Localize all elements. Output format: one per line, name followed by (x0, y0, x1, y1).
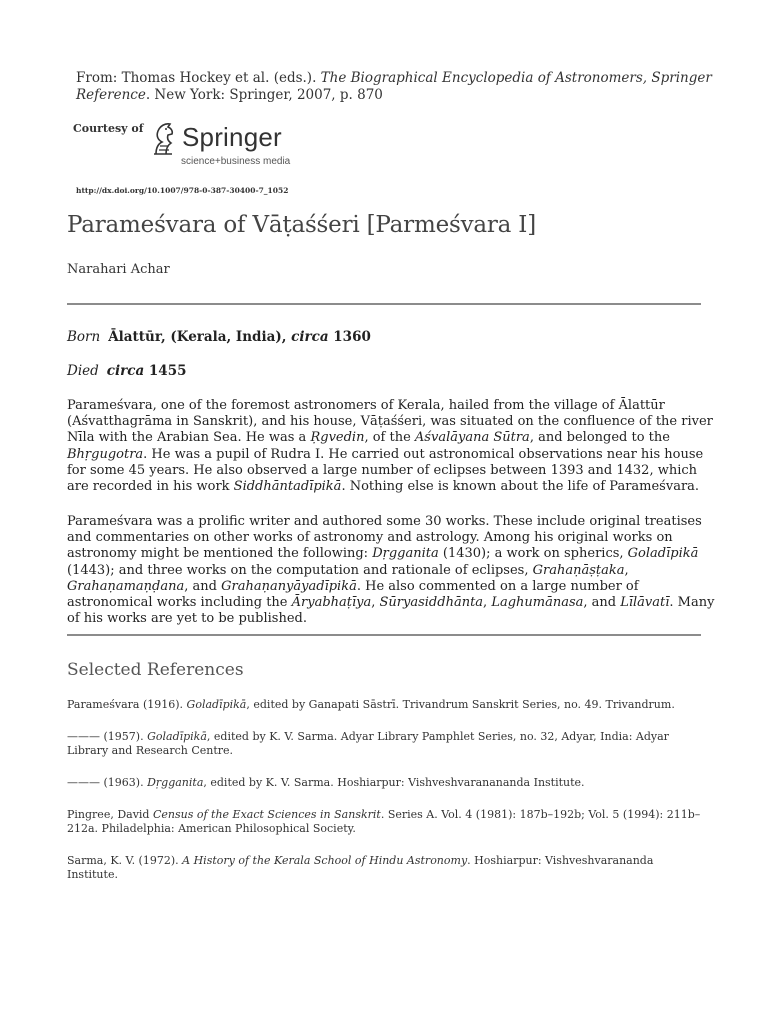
born-circa: circa (291, 329, 329, 345)
ref1-title: Goladīpikā (186, 698, 247, 711)
page-title: Parameśvara of Vāṭaśśeri [Parmeśvara I] (67, 212, 536, 238)
para2-text-b: (1430); a work on spherics, (438, 546, 628, 562)
died-circa: circa (106, 363, 145, 379)
biography-paragraph-1 (67, 398, 717, 495)
para1-italic-d: Siddhāntadīpikā (233, 479, 342, 495)
biography-paragraph-2 (67, 514, 717, 627)
died-fact (67, 363, 187, 379)
born-fact (67, 329, 371, 345)
reference-item (67, 698, 707, 712)
reference-item (67, 854, 707, 882)
source-prefix: From: Thomas Hockey et al. (eds.). (76, 70, 321, 86)
para2-italic-e: Grahaṇanyāyadīpikā (221, 578, 357, 594)
born-value (108, 329, 371, 345)
ref2-details: , edited by K. V. Sarma. Adyar Library Pamphlet Series, no. 32, Adyar, India: Adyar Library and Research Centre. (67, 730, 669, 757)
born-label: Born (67, 329, 101, 345)
ref1-author: Parameśvara (1916). (67, 698, 187, 711)
doi-link[interactable]: http://dx.doi.org/10.1007/978-0-387-30400-7_1052 (76, 186, 289, 195)
courtesy-label: Courtesy of (73, 122, 144, 135)
ref5-title: A History of the Kerala School of Hindu Astronomy (182, 854, 468, 867)
reference-item (67, 730, 707, 758)
source-suffix: . New York: Springer, 2007, p. 870 (145, 87, 383, 103)
died-label: Died (67, 363, 99, 379)
ref4-author: Pingree, David (67, 808, 153, 821)
springer-brand: Springer (182, 122, 282, 152)
ref2-author: ——— (1957). (67, 730, 148, 743)
para2-text-h: , (483, 595, 492, 611)
source-book-title: The Biographical Encyclopedia of Astronomers, Springer Reference (76, 70, 712, 103)
springer-horse-icon (146, 118, 180, 158)
divider-bottom (67, 634, 701, 636)
born-place: Ālattūr, (Kerala, India), (108, 329, 292, 345)
died-year: 1455 (144, 363, 187, 379)
ref1-details: , edited by Ganapati Sāstrī. Trivandrum Sanskrit Series, no. 49. Trivandrum. (246, 698, 675, 711)
para2-text-c: (1443); and three works on the computation and rationale of eclipses, (67, 562, 533, 578)
para2-italic-g: Sūryasiddhānta (379, 595, 484, 611)
springer-tagline: science+business media (181, 156, 291, 167)
para1-italic-a: Ṛgvedin (310, 430, 365, 446)
ref3-title: Dṛgganita (147, 776, 204, 789)
para2-text-a: Parameśvara was a prolific writer and authored some 30 works. These include original treatises and commentaries on other works of astronomy and astrology. Among his original works on astronomy might be mentioned the following: (67, 514, 702, 562)
para2-italic-f: Āryabhaṭīya (291, 595, 372, 611)
ref3-author: ——— (1963). (67, 776, 148, 789)
born-year: 1360 (328, 329, 371, 345)
para2-italic-b: Goladīpikā (627, 546, 699, 562)
para2-italic-c: Grahaṇāṣṭaka (532, 562, 625, 578)
ref2-title: Goladīpikā (147, 730, 207, 743)
para2-text-f: . He also commented on a large number of astronomical works including the (67, 578, 639, 611)
ref5-details: . Hoshiarpur: Vishveshvarananda Institute. (67, 854, 654, 881)
para2-text-d: , (624, 562, 629, 578)
ref4-details: . Series A. Vol. 4 (1981): 187b–192b; Vol. 5 (1994): 211b–212a. Philadelphia: American Philosophical Society. (67, 808, 701, 835)
references-list (67, 698, 707, 882)
para2-text-i: , and (583, 595, 621, 611)
para1-text-a: Parameśvara, one of the foremost astronomers of Kerala, hailed from the village of Ālattūr (Aśvatthagrāma in Sanskrit), and his house, Vāṭaśśeri, was situated on the confluence of the river Nīla with the Arabian Sea. He was a (67, 398, 713, 446)
para1-text-b: , of the (364, 430, 415, 446)
author-name: Narahari Achar (67, 262, 170, 277)
ref3-details: , edited by K. V. Sarma. Hoshiarpur: Vishveshvaranananda Institute. (203, 776, 585, 789)
source-citation (76, 70, 716, 104)
ref5-author: Sarma, K. V. (1972). (67, 854, 183, 867)
para1-text-e: . Nothing else is known about the life of Parameśvara. (341, 479, 700, 495)
para2-italic-d: Grahaṇamaṇḍana (67, 578, 185, 594)
para2-italic-h: Laghumānasa (491, 595, 584, 611)
ref4-title: Census of the Exact Sciences in Sanskrit (152, 808, 381, 821)
died-value (107, 363, 187, 379)
para1-text-c: , and belonged to the (529, 430, 670, 446)
para1-italic-b: Aśvalāyana Sūtra (414, 430, 530, 446)
para2-text-e: , and (184, 578, 222, 594)
reference-item (67, 808, 707, 836)
para2-italic-a: Dṛgganita (372, 546, 439, 562)
courtesy-block (73, 118, 373, 174)
para2-text-g: , (371, 595, 380, 611)
references-heading: Selected References (67, 660, 244, 680)
para1-italic-c: Bhṛgugotra (67, 446, 144, 462)
para1-text-d: . He was a pupil of Rudra I. He carried out astronomical observations near his house for some 45 years. He also observed a large number of eclipses between 1393 and 1432, which are recorded in his work (67, 446, 704, 495)
para2-text-j: . Many of his works are yet to be published. (67, 595, 715, 627)
reference-item (67, 776, 707, 790)
divider-top (67, 303, 701, 305)
para2-italic-i: Līlāvatī (620, 595, 670, 611)
